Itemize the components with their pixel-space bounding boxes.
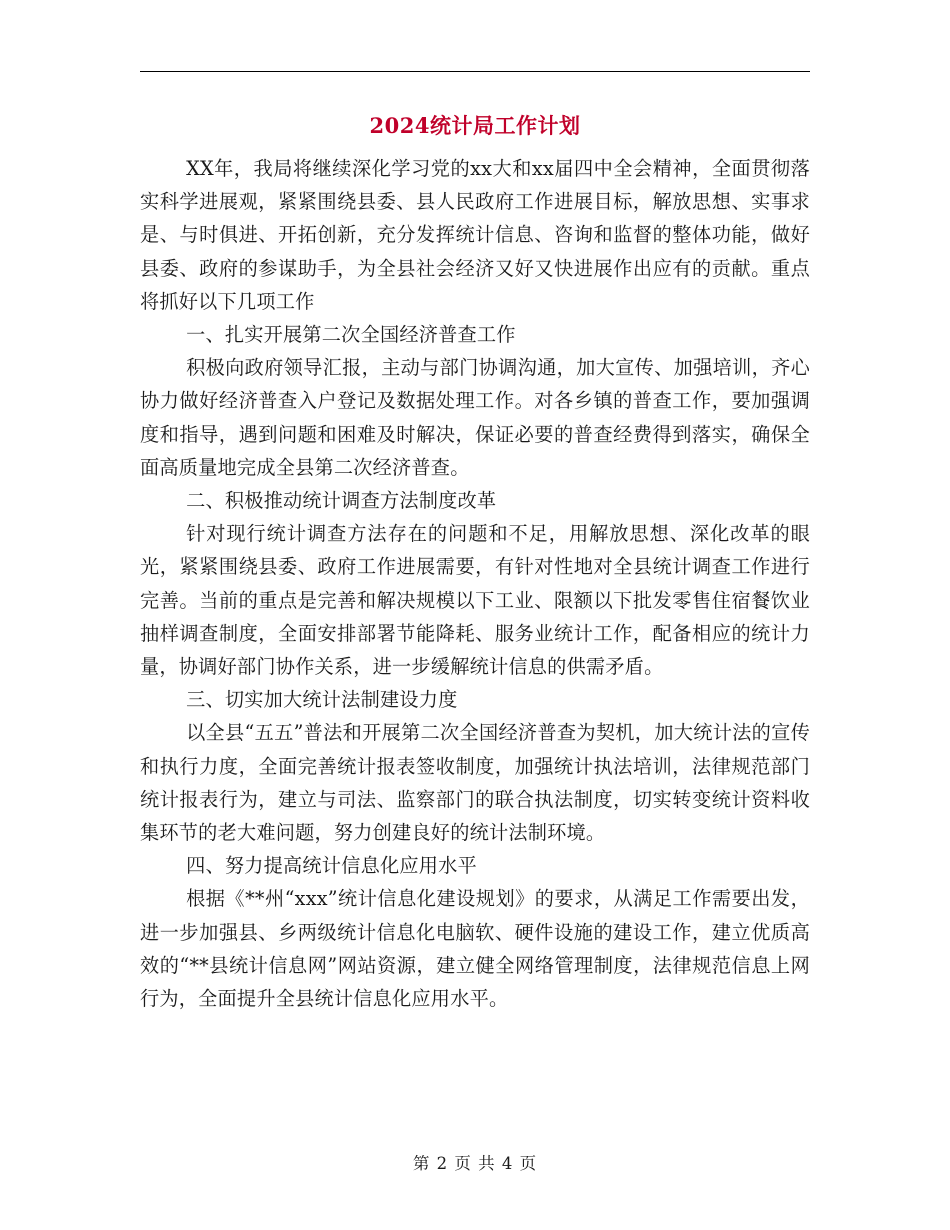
intro-paragraph: XX年，我局将继续深化学习党的xx大和xx届四中全会精神，全面贯彻落实科学进展观，紧紧围绕县委、县人民政府工作进展目标，解放思想、实事求是、与时俱进、开拓创新，充分发挥统计信息、咨询和监督的整体功能，做好县委、政府的参谋助手，为全县社会经济又好又快进展作出应有的贡献。重点将抓好以下几项工作 [140, 157, 810, 313]
section-heading-4: 四、努力提高统计信息化应用水平 [186, 854, 477, 878]
section-body-4: 根据《**州“xxx”统计信息化建设规划》的要求，从满足工作需要出发，进一步加强县、乡两级统计信息化电脑软、硬件设施的建设工作，建立优质高效的“**县统计信息网”网站资源，建立健全网络管理制度，法律规范信息上网行为，全面提升全县统计信息化应用水平。 [140, 887, 810, 1011]
page-number-footer: 第 2 页 共 4 页 [412, 1154, 538, 1173]
section-heading-3: 三、切实加大统计法制建设力度 [186, 688, 458, 712]
document-body [140, 152, 810, 1015]
section-body-3: 以全县“五五”普法和开展第二次全国经济普查为契机，加大统计法的宣传和执行力度，全面完善统计报表签收制度，加强统计执法培训，法律规范部门统计报表行为，建立与司法、监察部门的联合执法制度，切实转变统计资料收集环节的老大难问题，努力创建良好的统计法制环境。 [140, 721, 810, 845]
document-title: 2024统计局工作计划 [369, 113, 581, 138]
section-body-1: 积极向政府领导汇报，主动与部门协调沟通，加大宣传、加强培训，齐心协力做好经济普查入户登记及数据处理工作。对各乡镇的普查工作，要加强调度和指导，遇到问题和困难及时解决，保证必要的普查经费得到落实，确保全面高质量地完成全县第二次经济普查。 [140, 356, 810, 479]
section-heading-1: 一、扎实开展第二次全国经济普查工作 [186, 323, 516, 347]
header-rule [140, 71, 810, 72]
section-heading-2: 二、积极推动统计调查方法制度改革 [186, 489, 497, 513]
section-body-2: 针对现行统计调查方法存在的问题和不足，用解放思想、深化改革的眼光，紧紧围绕县委、政府工作进展需要，有针对性地对全县统计调查工作进行完善。当前的重点是完善和解决规模以下工业、限额以下批发零售住宿餐饮业抽样调查制度，全面安排部署节能降耗、服务业统计工作，配备相应的统计力量，协调好部门协作关系，进一步缓解统计信息的供需矛盾。 [140, 522, 810, 679]
